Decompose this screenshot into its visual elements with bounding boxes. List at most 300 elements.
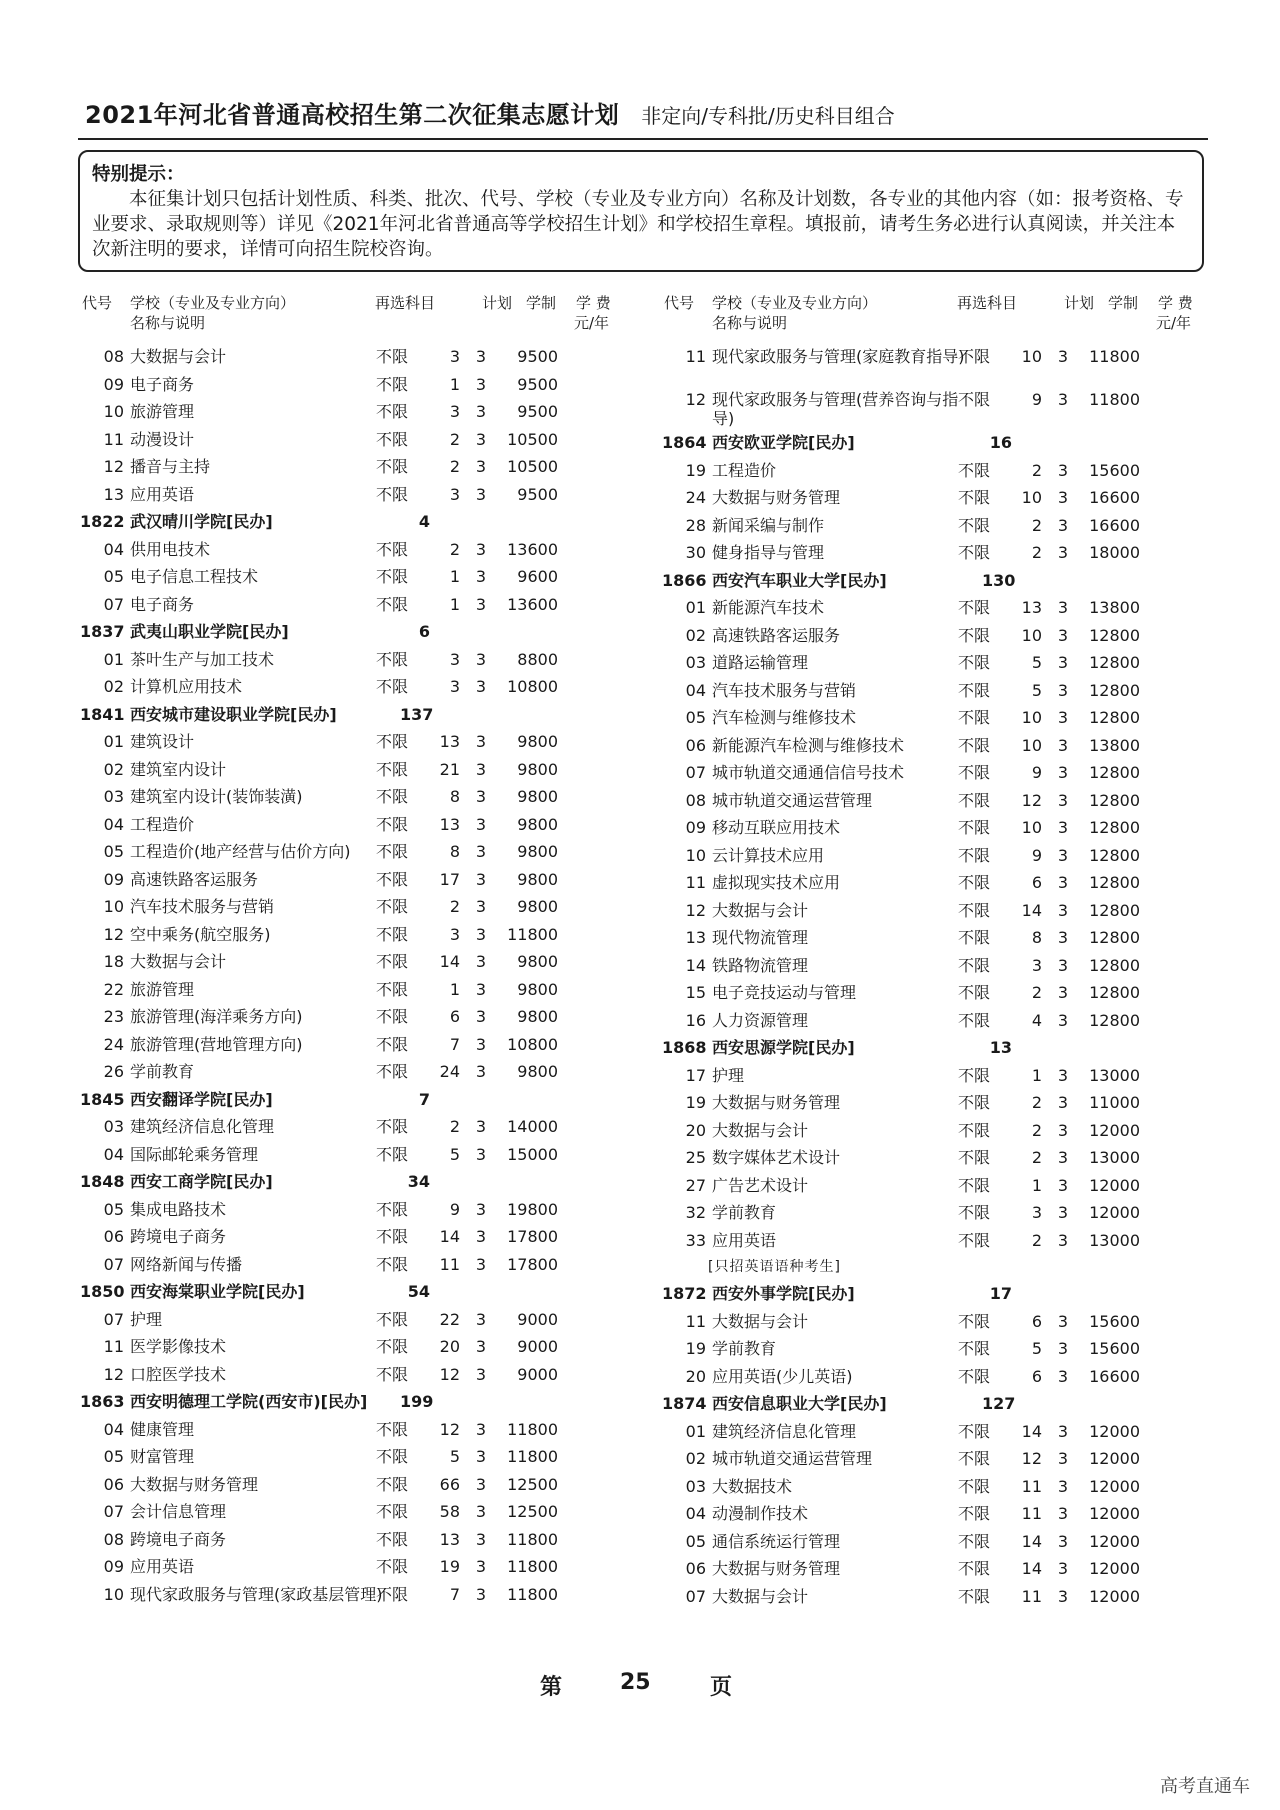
row-years: 3 xyxy=(475,1227,487,1246)
row-code: 24 xyxy=(103,1034,124,1054)
row-subject: 不限 xyxy=(958,1449,991,1468)
row-years: 3 xyxy=(475,1062,487,1081)
row-code: 05 xyxy=(103,1199,124,1219)
row-fee: 9000 xyxy=(517,1364,558,1384)
row-years: 3 xyxy=(1057,680,1069,700)
notice-title: 特别提示： xyxy=(92,164,185,185)
row-years: 3 xyxy=(1057,1449,1069,1468)
major-row xyxy=(662,924,1202,952)
row-name: 现代物流管理 xyxy=(712,928,809,947)
major-row xyxy=(80,591,620,619)
row-fee: 11800 xyxy=(1089,390,1140,409)
row-subject: 不限 xyxy=(376,897,409,916)
row-years: 3 xyxy=(1057,708,1069,727)
major-row xyxy=(80,1196,620,1224)
row-years: 3 xyxy=(475,457,487,476)
major-row xyxy=(662,787,1202,815)
row-years: 3 xyxy=(475,402,487,421)
row-plan: 12 xyxy=(1021,790,1042,810)
major-row xyxy=(662,622,1202,650)
row-name: 建筑设计 xyxy=(130,732,195,751)
major-row xyxy=(80,921,620,949)
major-row xyxy=(662,1335,1202,1363)
row-years: 3 xyxy=(475,787,487,806)
row-name: 道路运输管理 xyxy=(712,653,809,672)
row-subject: 不限 xyxy=(958,1311,991,1331)
row-plan: 6 xyxy=(449,1007,460,1026)
row-code: 05 xyxy=(103,567,124,586)
note-row xyxy=(662,1254,1202,1280)
row-plan: 8 xyxy=(449,842,460,861)
row-years: 3 xyxy=(1057,873,1069,892)
major-row xyxy=(80,866,620,894)
row-name: 广告艺术设计 xyxy=(712,1175,809,1195)
row-name: 现代家政服务与管理(家政基层管理) xyxy=(130,1584,383,1604)
row-fee: 15600 xyxy=(1089,460,1140,480)
row-name: 学前教育 xyxy=(712,1203,777,1222)
row-plan: 1 xyxy=(449,979,460,999)
row-fee: 9800 xyxy=(517,897,558,916)
row-name: 电子商务 xyxy=(130,374,195,394)
major-row xyxy=(662,1089,1202,1117)
row-fee: 11000 xyxy=(1089,1093,1140,1112)
row-plan: 2 xyxy=(449,539,460,559)
row-plan: 11 xyxy=(1021,1504,1042,1523)
row-fee: 14000 xyxy=(507,1117,558,1136)
row-fee: 9800 xyxy=(517,732,558,751)
row-plan: 8 xyxy=(1031,928,1042,947)
row-subject: 不限 xyxy=(958,1093,991,1112)
row-code: 04 xyxy=(103,1419,124,1439)
row-name: 国际邮轮乘务管理 xyxy=(130,1144,259,1164)
row-code: 09 xyxy=(103,374,124,394)
school-row xyxy=(662,1034,1202,1062)
row-years: 3 xyxy=(1057,790,1069,810)
row-fee: 12800 xyxy=(1089,818,1140,837)
row-name: 城市轨道交通运营管理 xyxy=(712,1449,873,1468)
row-years: 3 xyxy=(475,539,487,559)
school-row xyxy=(80,618,620,646)
row-plan: 10 xyxy=(1021,347,1042,366)
row-plan: 5 xyxy=(449,1144,460,1164)
row-name: 移动互联应用技术 xyxy=(712,818,841,837)
major-row xyxy=(80,1416,620,1444)
row-plan: 13 xyxy=(439,814,460,834)
row-code: 12 xyxy=(103,1364,124,1384)
major-row xyxy=(662,1062,1202,1090)
row-fee: 12800 xyxy=(1089,680,1140,700)
row-plan: 10 xyxy=(1021,735,1042,755)
row-code: 1845 xyxy=(80,1089,125,1109)
major-row xyxy=(80,1141,620,1169)
row-code: 01 xyxy=(685,598,706,617)
row-years: 3 xyxy=(1057,488,1069,507)
row-name: 通信系统运行管理 xyxy=(712,1531,841,1551)
row-plan: 1 xyxy=(449,374,460,394)
row-subject: 不限 xyxy=(376,374,409,394)
row-name: 西安城市建设职业学院[民办] xyxy=(130,704,337,724)
major-row xyxy=(80,1581,620,1624)
row-name: 建筑室内设计(装饰装潢) xyxy=(130,787,303,806)
row-code: 28 xyxy=(685,515,706,535)
row-code: 04 xyxy=(103,814,124,834)
major-row xyxy=(80,398,620,426)
row-plan: 1 xyxy=(449,594,460,614)
row-name: 网络新闻与传播 xyxy=(130,1254,243,1274)
row-code: 15 xyxy=(685,983,706,1002)
row-years: 3 xyxy=(1057,735,1069,755)
row-fee: 12000 xyxy=(1089,1586,1140,1606)
row-years: 3 xyxy=(1057,1175,1069,1195)
row-plan: 12 xyxy=(439,1364,460,1384)
header-fee-1: 学 费 xyxy=(576,294,611,312)
major-row xyxy=(662,512,1202,540)
row-plan: 9 xyxy=(1031,845,1042,865)
row-years: 3 xyxy=(475,759,487,779)
row-plan: 1 xyxy=(1031,1175,1042,1195)
row-name: 茶叶生产与加工技术 xyxy=(130,649,275,669)
row-name: 铁路物流管理 xyxy=(712,955,809,975)
row-name: 西安思源学院[民办] xyxy=(712,1038,855,1057)
row-code: 1866 xyxy=(662,570,707,590)
row-name: 空中乘务(航空服务) xyxy=(130,924,271,944)
row-name: 旅游管理 xyxy=(130,402,195,421)
row-plan: 3 xyxy=(1031,955,1042,975)
row-code: 19 xyxy=(685,1339,706,1358)
row-subject: 不限 xyxy=(376,759,409,779)
row-years: 3 xyxy=(475,1364,487,1384)
row-fee: 11800 xyxy=(507,924,558,944)
row-plan: 2 xyxy=(449,897,460,916)
right-table-body xyxy=(662,343,1202,1610)
row-subject: 不限 xyxy=(958,1531,991,1551)
page-suffix: 页 xyxy=(710,1675,733,1700)
row-fee: 12800 xyxy=(1089,928,1140,947)
row-plan: 1 xyxy=(449,567,460,586)
row-fee: 11800 xyxy=(1089,347,1140,366)
row-years: 3 xyxy=(1057,928,1069,947)
row-fee: 12000 xyxy=(1089,1449,1140,1468)
row-code: 03 xyxy=(685,1476,706,1496)
row-fee: 9500 xyxy=(517,484,558,504)
row-name: 旅游管理(营地管理方向) xyxy=(130,1034,303,1054)
row-years: 3 xyxy=(475,1034,487,1054)
row-name: 电子商务 xyxy=(130,594,195,614)
row-code: 06 xyxy=(685,735,706,755)
row-name: 动漫制作技术 xyxy=(712,1504,809,1523)
major-row xyxy=(80,371,620,399)
row-plan: 2 xyxy=(1031,460,1042,480)
row-plan: 6 xyxy=(1031,1311,1042,1331)
row-name: [只招英语语种考生] xyxy=(708,1259,841,1275)
major-row xyxy=(80,1223,620,1251)
row-years: 3 xyxy=(1057,955,1069,975)
row-subject: 不限 xyxy=(958,1339,991,1358)
row-years: 3 xyxy=(475,952,487,971)
row-code: 24 xyxy=(685,488,706,507)
row-subject: 不限 xyxy=(958,1120,991,1140)
row-name: 旅游管理(海洋乘务方向) xyxy=(130,1007,303,1026)
header-fee-1: 学 费 xyxy=(1158,294,1193,312)
row-fee: 15600 xyxy=(1089,1339,1140,1358)
row-fee: 17800 xyxy=(507,1254,558,1274)
major-row xyxy=(80,1031,620,1059)
row-plan: 5 xyxy=(1031,1339,1042,1358)
row-name: 工程造价(地产经营与估价方向) xyxy=(130,842,351,861)
row-subject: 不限 xyxy=(958,1421,991,1441)
row-fee: 10800 xyxy=(507,1034,558,1054)
major-row xyxy=(662,1199,1202,1227)
row-plan: 7 xyxy=(449,1584,460,1604)
row-subject: 不限 xyxy=(376,1117,409,1136)
row-years: 3 xyxy=(1057,1366,1069,1386)
row-fee: 9000 xyxy=(517,1337,558,1356)
row-plan: 13 xyxy=(989,1038,1012,1057)
row-years: 3 xyxy=(1057,460,1069,480)
row-years: 3 xyxy=(1057,1476,1069,1496)
row-plan: 17 xyxy=(439,869,460,889)
row-fee: 15600 xyxy=(1089,1311,1140,1331)
row-subject: 不限 xyxy=(958,488,991,507)
major-row xyxy=(80,756,620,784)
row-fee: 11800 xyxy=(507,1419,558,1439)
row-fee: 13000 xyxy=(1089,1230,1140,1250)
row-plan: 17 xyxy=(989,1284,1012,1303)
row-name: 大数据与财务管理 xyxy=(130,1474,259,1494)
row-plan: 6 xyxy=(1031,1366,1042,1386)
row-name: 旅游管理 xyxy=(130,979,195,999)
row-subject: 不限 xyxy=(376,1557,409,1576)
row-name: 大数据与会计 xyxy=(130,952,227,971)
row-code: 07 xyxy=(685,1586,706,1606)
row-fee: 11800 xyxy=(507,1447,558,1466)
row-years: 3 xyxy=(1057,1010,1069,1030)
row-fee: 12800 xyxy=(1089,625,1140,645)
school-row xyxy=(80,1388,620,1416)
row-subject: 不限 xyxy=(958,1586,991,1606)
row-fee: 8800 xyxy=(517,649,558,669)
major-row xyxy=(662,732,1202,760)
row-name: 云计算技术应用 xyxy=(712,845,825,865)
row-years: 3 xyxy=(475,1502,487,1521)
row-name: 健身指导与管理 xyxy=(712,543,825,562)
row-code: 23 xyxy=(103,1007,124,1026)
row-code: 1863 xyxy=(80,1392,125,1411)
row-plan: 10 xyxy=(1021,488,1042,507)
major-row xyxy=(80,1058,620,1086)
row-plan: 2 xyxy=(1031,515,1042,535)
major-row xyxy=(80,481,620,509)
row-code: 07 xyxy=(103,1309,124,1329)
row-subject: 不限 xyxy=(958,653,991,672)
row-years: 3 xyxy=(475,1419,487,1439)
row-code: 09 xyxy=(103,1557,124,1576)
major-row xyxy=(80,1471,620,1499)
row-plan: 2 xyxy=(449,457,460,476)
row-plan: 11 xyxy=(1021,1476,1042,1496)
header-subject: 再选科目 xyxy=(957,294,1018,312)
row-name: 大数据与会计 xyxy=(712,900,809,920)
row-years: 3 xyxy=(475,1117,487,1136)
row-code: 11 xyxy=(685,347,706,366)
row-years: 3 xyxy=(475,1474,487,1494)
row-fee: 12000 xyxy=(1089,1531,1140,1551)
row-plan: 2 xyxy=(1031,1093,1042,1112)
major-row xyxy=(662,1308,1202,1336)
row-plan: 14 xyxy=(439,1227,460,1246)
row-years: 3 xyxy=(1057,1504,1069,1523)
row-name: 建筑室内设计 xyxy=(130,759,227,779)
row-fee: 9500 xyxy=(517,402,558,421)
major-row xyxy=(662,1007,1202,1035)
row-subject: 不限 xyxy=(958,983,991,1002)
row-years: 3 xyxy=(1057,653,1069,672)
row-name: 医学影像技术 xyxy=(130,1337,227,1356)
row-subject: 不限 xyxy=(958,708,991,727)
row-code: 19 xyxy=(685,1093,706,1112)
row-years: 3 xyxy=(475,429,487,449)
row-fee: 9800 xyxy=(517,979,558,999)
row-subject: 不限 xyxy=(958,845,991,865)
row-plan: 24 xyxy=(439,1062,460,1081)
row-code: 02 xyxy=(685,1449,706,1468)
row-subject: 不限 xyxy=(958,955,991,975)
row-plan: 11 xyxy=(439,1254,460,1274)
row-plan: 10 xyxy=(1021,708,1042,727)
major-row xyxy=(80,426,620,454)
row-name: 大数据与财务管理 xyxy=(712,488,841,507)
row-code: 30 xyxy=(685,543,706,562)
row-code: 12 xyxy=(685,900,706,920)
row-name: 西安汽车职业大学[民办] xyxy=(712,570,887,590)
row-name: 会计信息管理 xyxy=(130,1502,227,1521)
row-years: 3 xyxy=(1057,543,1069,562)
row-code: 14 xyxy=(685,955,706,975)
row-subject: 不限 xyxy=(958,625,991,645)
row-fee: 12000 xyxy=(1089,1175,1140,1195)
row-years: 3 xyxy=(1057,1339,1069,1358)
row-code: 1837 xyxy=(80,622,125,641)
row-code: 17 xyxy=(685,1065,706,1085)
row-name: 现代家政服务与管理(家庭教育指导) xyxy=(712,347,965,366)
row-plan: 16 xyxy=(989,433,1012,452)
row-subject: 不限 xyxy=(958,1203,991,1222)
row-code: 20 xyxy=(685,1366,706,1386)
row-code: 16 xyxy=(685,1010,706,1030)
row-code: 1841 xyxy=(80,704,125,724)
row-fee: 12000 xyxy=(1089,1421,1140,1441)
row-name: 城市轨道交通运营管理 xyxy=(712,790,873,810)
row-subject: 不限 xyxy=(376,1474,409,1494)
row-code: 1850 xyxy=(80,1282,125,1301)
row-fee: 18000 xyxy=(1089,543,1140,562)
school-row xyxy=(80,1086,620,1114)
row-fee: 19800 xyxy=(507,1199,558,1219)
row-years: 3 xyxy=(475,347,487,366)
major-row xyxy=(80,728,620,756)
major-row xyxy=(662,897,1202,925)
row-subject: 不限 xyxy=(958,680,991,700)
row-subject: 不限 xyxy=(958,1010,991,1030)
row-years: 3 xyxy=(1057,598,1069,617)
row-fee: 9800 xyxy=(517,952,558,971)
row-name: 应用英语 xyxy=(130,484,195,504)
row-code: 03 xyxy=(685,653,706,672)
school-row xyxy=(80,508,620,536)
row-fee: 17800 xyxy=(507,1227,558,1246)
row-name: 西安外事学院[民办] xyxy=(712,1284,855,1303)
row-plan: 21 xyxy=(439,759,460,779)
row-plan: 1 xyxy=(1031,1065,1042,1085)
row-subject: 不限 xyxy=(376,539,409,559)
row-years: 3 xyxy=(475,1337,487,1356)
row-plan: 3 xyxy=(449,402,460,421)
row-plan: 199 xyxy=(400,1392,434,1411)
row-name: 电子竞技运动与管理 xyxy=(712,983,857,1002)
row-subject: 不限 xyxy=(958,900,991,920)
major-row xyxy=(80,783,620,811)
row-name: 西安工商学院[民办] xyxy=(130,1172,273,1191)
row-name: 新能源汽车检测与维修技术 xyxy=(712,735,905,755)
row-years: 3 xyxy=(475,1584,487,1604)
row-plan: 66 xyxy=(439,1474,460,1494)
major-row xyxy=(662,1117,1202,1145)
row-years: 3 xyxy=(1057,763,1069,782)
row-years: 3 xyxy=(475,1529,487,1549)
row-plan: 2 xyxy=(1031,543,1042,562)
major-row xyxy=(80,1333,620,1361)
row-years: 3 xyxy=(475,732,487,751)
school-row xyxy=(80,1168,620,1196)
row-plan: 8 xyxy=(449,787,460,806)
row-subject: 不限 xyxy=(376,842,409,861)
page-header xyxy=(85,95,1205,130)
row-code: 08 xyxy=(103,1529,124,1549)
row-code: 33 xyxy=(685,1230,706,1250)
header-rule xyxy=(78,138,1208,140)
row-plan: 14 xyxy=(1021,1531,1042,1551)
row-name: 应用英语 xyxy=(130,1557,195,1576)
row-subject: 不限 xyxy=(376,979,409,999)
row-fee: 13800 xyxy=(1089,598,1140,617)
row-years: 3 xyxy=(475,814,487,834)
row-years: 3 xyxy=(475,979,487,999)
row-fee: 9800 xyxy=(517,842,558,861)
row-fee: 10500 xyxy=(507,429,558,449)
row-name: 西安明德理工学院(西安市)[民办] xyxy=(130,1392,368,1411)
row-fee: 9000 xyxy=(517,1309,558,1329)
header-name-2: 名称与说明 xyxy=(712,314,788,332)
row-fee: 13000 xyxy=(1089,1148,1140,1167)
row-plan: 127 xyxy=(982,1394,1016,1413)
row-name: 新能源汽车技术 xyxy=(712,598,825,617)
row-code: 10 xyxy=(103,402,124,421)
row-fee: 12800 xyxy=(1089,983,1140,1002)
row-name: 应用英语(少儿英语) xyxy=(712,1366,853,1386)
row-years: 3 xyxy=(1057,983,1069,1002)
row-code: 20 xyxy=(685,1120,706,1140)
row-subject: 不限 xyxy=(376,484,409,504)
row-name: 护理 xyxy=(130,1309,163,1329)
major-row xyxy=(662,649,1202,677)
header-years: 学制 xyxy=(1108,294,1139,312)
row-plan: 3 xyxy=(449,347,460,366)
row-code: 1872 xyxy=(662,1284,707,1303)
row-fee: 9800 xyxy=(517,1007,558,1026)
row-code: 32 xyxy=(685,1203,706,1222)
major-row xyxy=(662,1363,1202,1391)
header-plan: 计划 xyxy=(1064,294,1095,312)
